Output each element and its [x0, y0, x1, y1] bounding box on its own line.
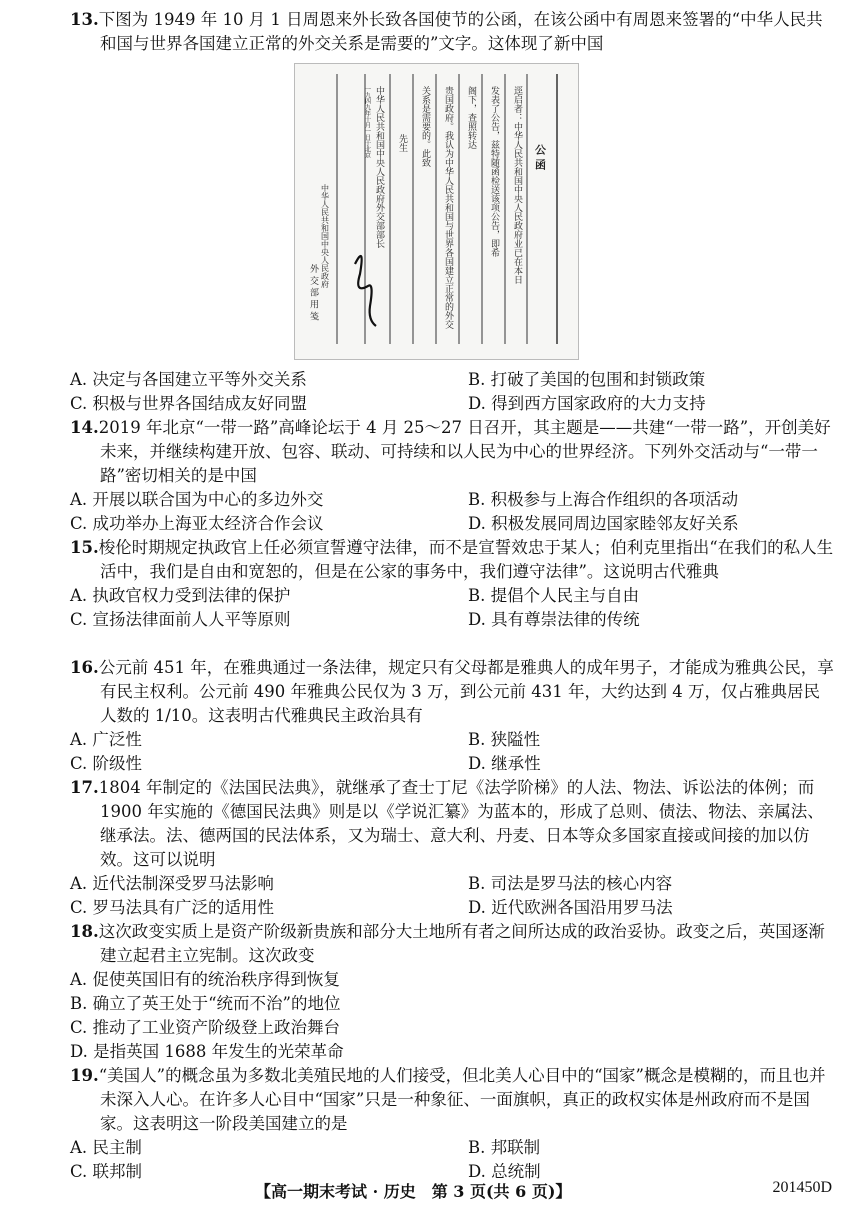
option-c[interactable]: C. 成功举办上海亚太经济合作会议 [70, 514, 324, 533]
option-b[interactable]: B. 积极参与上海合作组织的各项活动 [468, 490, 739, 509]
letter-column: 先生 [397, 134, 407, 152]
question-stem: 18.这次政变实质上是资产阶级新贵族和部分大土地所有者之间所达成的政治妥协。政变之后，英国逐渐建立起君主立宪制。这次政变 [70, 922, 825, 965]
option-a[interactable]: A. 民主制 [70, 1138, 142, 1157]
question-15 [70, 536, 835, 632]
option-a[interactable]: A. 广泛性 [70, 730, 142, 749]
option-b[interactable]: B. 确立了英王处于“统而不治”的地位 [70, 994, 341, 1013]
option-d[interactable]: D. 得到西方国家政府的大力支持 [468, 394, 706, 413]
option-d[interactable]: D. 继承性 [468, 754, 541, 773]
letter-heading: 公 函 [533, 144, 547, 170]
option-c[interactable]: C. 宣扬法律面前人人平等原则 [70, 610, 291, 629]
option-b[interactable]: B. 提倡个人民主与自由 [468, 586, 640, 605]
option-d[interactable]: D. 是指英国 1688 年发生的光荣革命 [70, 1042, 344, 1061]
question-stem: 13.下图为 1949 年 10 月 1 日周恩来外长致各国使节的公函，在该公函中有周恩来签署的“中华人民共和国与世界各国建立正常的外交关系是需要的”文字。这体现了新中国 [70, 10, 823, 53]
question-stem: 14.2019 年北京“一带一路”高峰论坛于 4 月 25～27 日召开，其主题是——共建“一带一路”，开创美好未来，并继续构建开放、包容、联动、可持续和以人民为中心的世界经济。下列外交活动与“一带一路”密切相关的是中国 [70, 418, 831, 485]
option-c[interactable]: C. 推动了工业资产阶级登上政治舞台 [70, 1018, 341, 1037]
option-b[interactable]: B. 司法是罗马法的核心内容 [468, 874, 673, 893]
question-stem: 17.1804 年制定的《法国民法典》，就继承了查士丁尼《法学阶梯》的人法、物法、诉讼法的体例；而 1900 年实施的《德国民法典》则是以《学说汇纂》为蓝本的，形成了总则、债法、物法、亲属法、继承法。法、德两国的民法体系，又为瑞士、意大利、丹麦、日本等众多国家直接或间接的加以仿效。这可以说明 [70, 778, 824, 869]
footer-title: 【高一期末考试 · 历史 第 3 页(共 6 页)】 [255, 1182, 572, 1201]
page-footer [0, 1179, 860, 1205]
question-stem: 19.“美国人”的概念虽为多数北美殖民地的人们接受，但北美人心目中的“国家”概念是模糊的，而且也并未深入人心。在许多人心目中“国家”只是一种象征、一面旗帜，真正的政权实体是州政府而不是国家。这表明这一阶段美国建立的是 [70, 1066, 826, 1133]
option-a[interactable]: A. 执政官权力受到法律的保护 [70, 586, 291, 605]
question-13 [70, 8, 835, 56]
option-d[interactable]: D. 积极发展同周边国家睦邻友好关系 [468, 514, 739, 533]
question-14 [70, 416, 835, 536]
option-d[interactable]: D. 总统制 [468, 1162, 541, 1181]
question-16 [70, 656, 835, 776]
question-17 [70, 776, 835, 920]
option-d[interactable]: D. 近代欧洲各国沿用罗马法 [468, 898, 673, 917]
option-a[interactable]: A. 开展以联合国为中心的多边外交 [70, 490, 324, 509]
letter-stationery-mark: 外 交 部 用 笺 [308, 264, 318, 321]
option-b[interactable]: B. 邦联制 [468, 1138, 541, 1157]
paper-code: 201450D [772, 1179, 832, 1196]
option-d[interactable]: D. 具有尊崇法律的传统 [468, 610, 640, 629]
letter-column: 中华人民共和国中央人民政府外交部部长 [374, 86, 384, 248]
letter-column: 阁下，查照转达 [466, 86, 476, 149]
letter-column: 一九四九年十月一日于北京 [363, 86, 371, 158]
option-c[interactable]: C. 联邦制 [70, 1162, 143, 1181]
option-a[interactable]: A. 近代法制深受罗马法影响 [70, 874, 274, 893]
option-b[interactable]: B. 狭隘性 [468, 730, 541, 749]
option-c[interactable]: C. 积极与世界各国结成友好同盟 [70, 394, 308, 413]
letter-column: 逕启者：中华人民共和国中央人民政府业已在本日 [512, 86, 522, 284]
letter-column: 发表了公告，兹特随函检送该项公告，即希 [489, 86, 499, 257]
question-18 [70, 920, 835, 1064]
option-c[interactable]: C. 罗马法具有广泛的适用性 [70, 898, 275, 917]
diplomatic-letter-image [294, 63, 579, 360]
option-c[interactable]: C. 阶级性 [70, 754, 143, 773]
option-b[interactable]: B. 打破了美国的包围和封锁政策 [468, 370, 706, 389]
question-19 [70, 1064, 835, 1184]
option-a[interactable]: A. 决定与各国建立平等外交关系 [70, 370, 307, 389]
option-a[interactable]: A. 促使英国旧有的统治秩序得到恢复 [70, 970, 340, 989]
question-13-options [70, 368, 835, 416]
letter-illustration [295, 64, 578, 359]
letter-column: 中华人民共和国中央人民政府 [320, 184, 330, 288]
question-stem: 16.公元前 451 年，在雅典通过一条法律，规定只有父母都是雅典人的成年男子，才能成为雅典公民，享有民主权利。公元前 490 年雅典公民仅为 3 万，到公元前 431 年，大约达到 4 万，仅占雅典居民人数的 1/10。这表明古代雅典民主政治具有 [70, 658, 834, 725]
letter-column: 贵国政府。我认为中华人民共和国与世界各国建立正常的外交 [443, 86, 453, 329]
question-stem: 15.梭伦时期规定执政官上任必须宣誓遵守法律，而不是宣誓效忠于某人；伯利克里指出“在我们的私人生活中，我们是自由和宽恕的，但是在公家的事务中，我们遵守法律”。这说明古代雅典 [70, 538, 834, 581]
letter-column: 关系是需要的。此致 [420, 86, 430, 167]
